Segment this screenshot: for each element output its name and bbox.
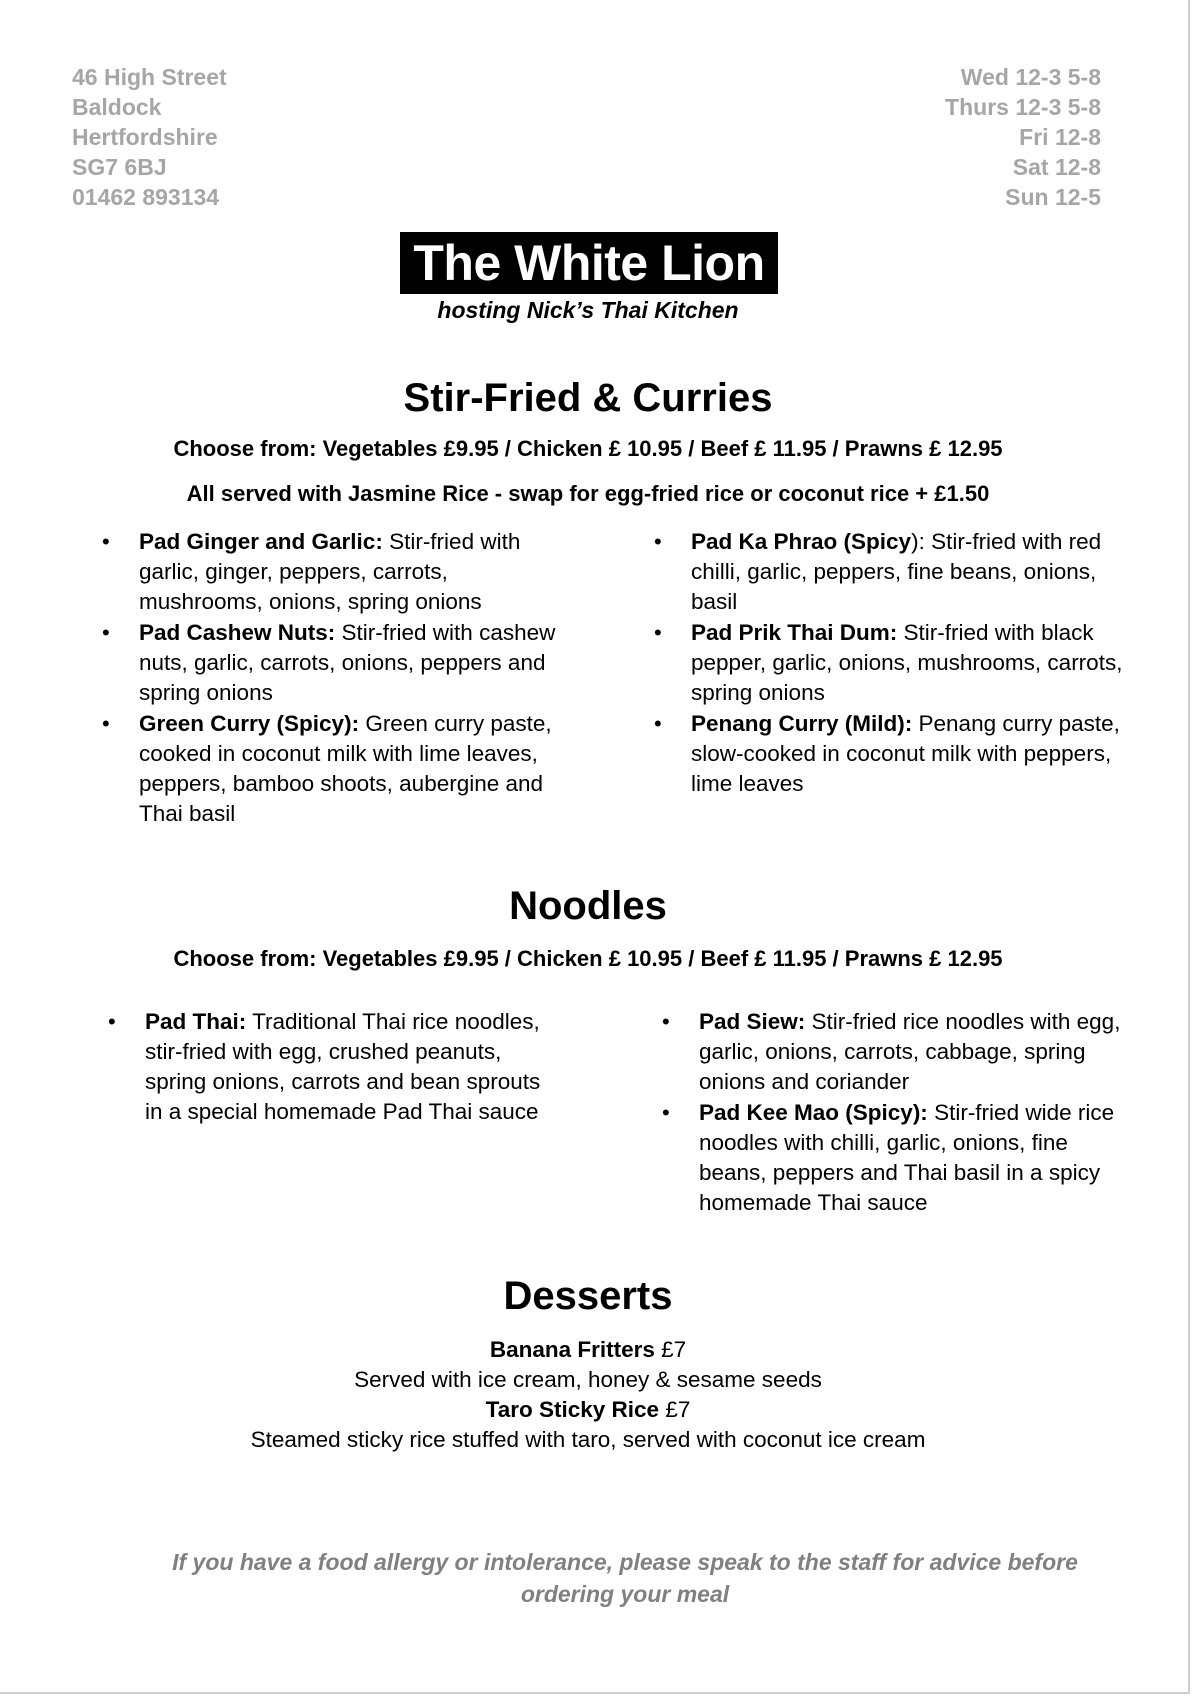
- dessert-desc: Served with ice cream, honey & sesame seeds: [354, 1367, 822, 1392]
- dish-name: Pad Thai:: [145, 1009, 247, 1034]
- list-item: [102, 527, 572, 617]
- dessert-price: £7: [659, 1397, 691, 1422]
- dish-name: Penang Curry (Mild):: [691, 711, 913, 736]
- pub-logo: The White Lion: [400, 232, 778, 294]
- address-line: Baldock: [72, 94, 162, 120]
- dish-name: Pad Ka Phrao (Spicy: [691, 529, 912, 554]
- dish-name: Pad Cashew Nuts:: [139, 620, 336, 645]
- dish-desc: Penang curry paste, slow-cooked in coconut milk with peppers, lime leaves: [691, 711, 1120, 796]
- phone-number: 01462 893134: [72, 184, 220, 210]
- list-item: [654, 618, 1124, 708]
- noodles-left-list: [108, 1007, 558, 1128]
- dessert-name: Banana Fritters: [489, 1337, 655, 1362]
- dish-desc: Traditional Thai rice noodles, stir-fried with egg, crushed peanuts, spring onions, carrots and bean sprouts in a special homemade Pad Thai sauce: [145, 1009, 541, 1124]
- dessert-item: [0, 1335, 1176, 1365]
- list-item: [102, 709, 572, 829]
- noodles-prices: Choose from: Vegetables £9.95 / Chicken £ 10.95 / Beef £ 11.95 / Prawns £ 12.95: [173, 946, 1003, 971]
- stirfry-left-list: [102, 527, 572, 830]
- dessert-desc: Steamed sticky rice stuffed with taro, served with coconut ice cream: [250, 1427, 926, 1452]
- list-item: [654, 709, 1124, 799]
- list-item: [654, 527, 1124, 617]
- dish-desc: Stir-fried with black pepper, garlic, onions, mushrooms, carrots, spring onions: [691, 620, 1123, 705]
- desserts-title: Desserts: [503, 1274, 673, 1318]
- address-line: SG7 6BJ: [72, 154, 167, 180]
- hours-line: Sun 12-5: [1005, 184, 1101, 210]
- address-line: Hertfordshire: [72, 124, 218, 150]
- address-line: 46 High Street: [72, 64, 227, 90]
- stirfry-prices: Choose from: Vegetables £9.95 / Chicken £ 10.95 / Beef £ 11.95 / Prawns £ 12.95: [173, 436, 1003, 461]
- dish-desc: Stir-fried rice noodles with egg, garlic, onions, carrots, cabbage, spring onions and coriander: [699, 1009, 1121, 1094]
- hours-line: Fri 12-8: [1019, 124, 1101, 150]
- noodles-title: Noodles: [509, 884, 667, 928]
- dessert-item: [0, 1395, 1176, 1425]
- rice-note: All served with Jasmine Rice - swap for egg-fried rice or coconut rice + £1.50: [186, 481, 990, 506]
- stirfry-right-list: [654, 527, 1124, 800]
- dish-desc: Stir-fried with garlic, ginger, peppers, carrots, mushrooms, onions, spring onions: [139, 529, 521, 614]
- hours-line: Wed 12-3 5-8: [960, 64, 1101, 90]
- dish-name: Pad Siew:: [699, 1009, 806, 1034]
- stirfry-title: Stir-Fried & Curries: [403, 376, 773, 420]
- dish-desc: ): Stir-fried with red chilli, garlic, peppers, fine beans, onions, basil: [691, 529, 1102, 614]
- allergy-note: If you have a food allergy or intolerance, please speak to the staff for advice before ordering your meal: [172, 1549, 1078, 1607]
- hours-line: Sat 12-8: [1012, 154, 1101, 180]
- noodles-right-list: [662, 1007, 1122, 1219]
- dish-desc: Stir-fried with cashew nuts, garlic, carrots, onions, peppers and spring onions: [139, 620, 556, 705]
- dish-desc: Green curry paste, cooked in coconut milk with lime leaves, peppers, bamboo shoots, aubergine and Thai basil: [139, 711, 552, 826]
- dessert-price: £7: [654, 1337, 687, 1362]
- dessert-name: Taro Sticky Rice: [485, 1397, 660, 1422]
- dish-name: Green Curry (Spicy):: [139, 711, 360, 736]
- dish-name: Pad Ginger and Garlic:: [139, 529, 383, 554]
- list-item: [108, 1007, 558, 1127]
- address-block: [72, 62, 227, 212]
- hosting-subtitle: hosting Nick’s Thai Kitchen: [437, 297, 739, 323]
- list-item: [102, 618, 572, 708]
- list-item: [662, 1098, 1122, 1218]
- dish-name: Pad Kee Mao (Spicy):: [699, 1100, 928, 1125]
- opening-hours: [945, 62, 1101, 212]
- hours-line: Thurs 12-3 5-8: [945, 94, 1101, 120]
- dish-name: Pad Prik Thai Dum:: [691, 620, 898, 645]
- list-item: [662, 1007, 1122, 1097]
- dish-desc: Stir-fried wide rice noodles with chilli, garlic, onions, fine beans, peppers and Thai basil in a spicy homemade Thai sauce: [699, 1100, 1115, 1215]
